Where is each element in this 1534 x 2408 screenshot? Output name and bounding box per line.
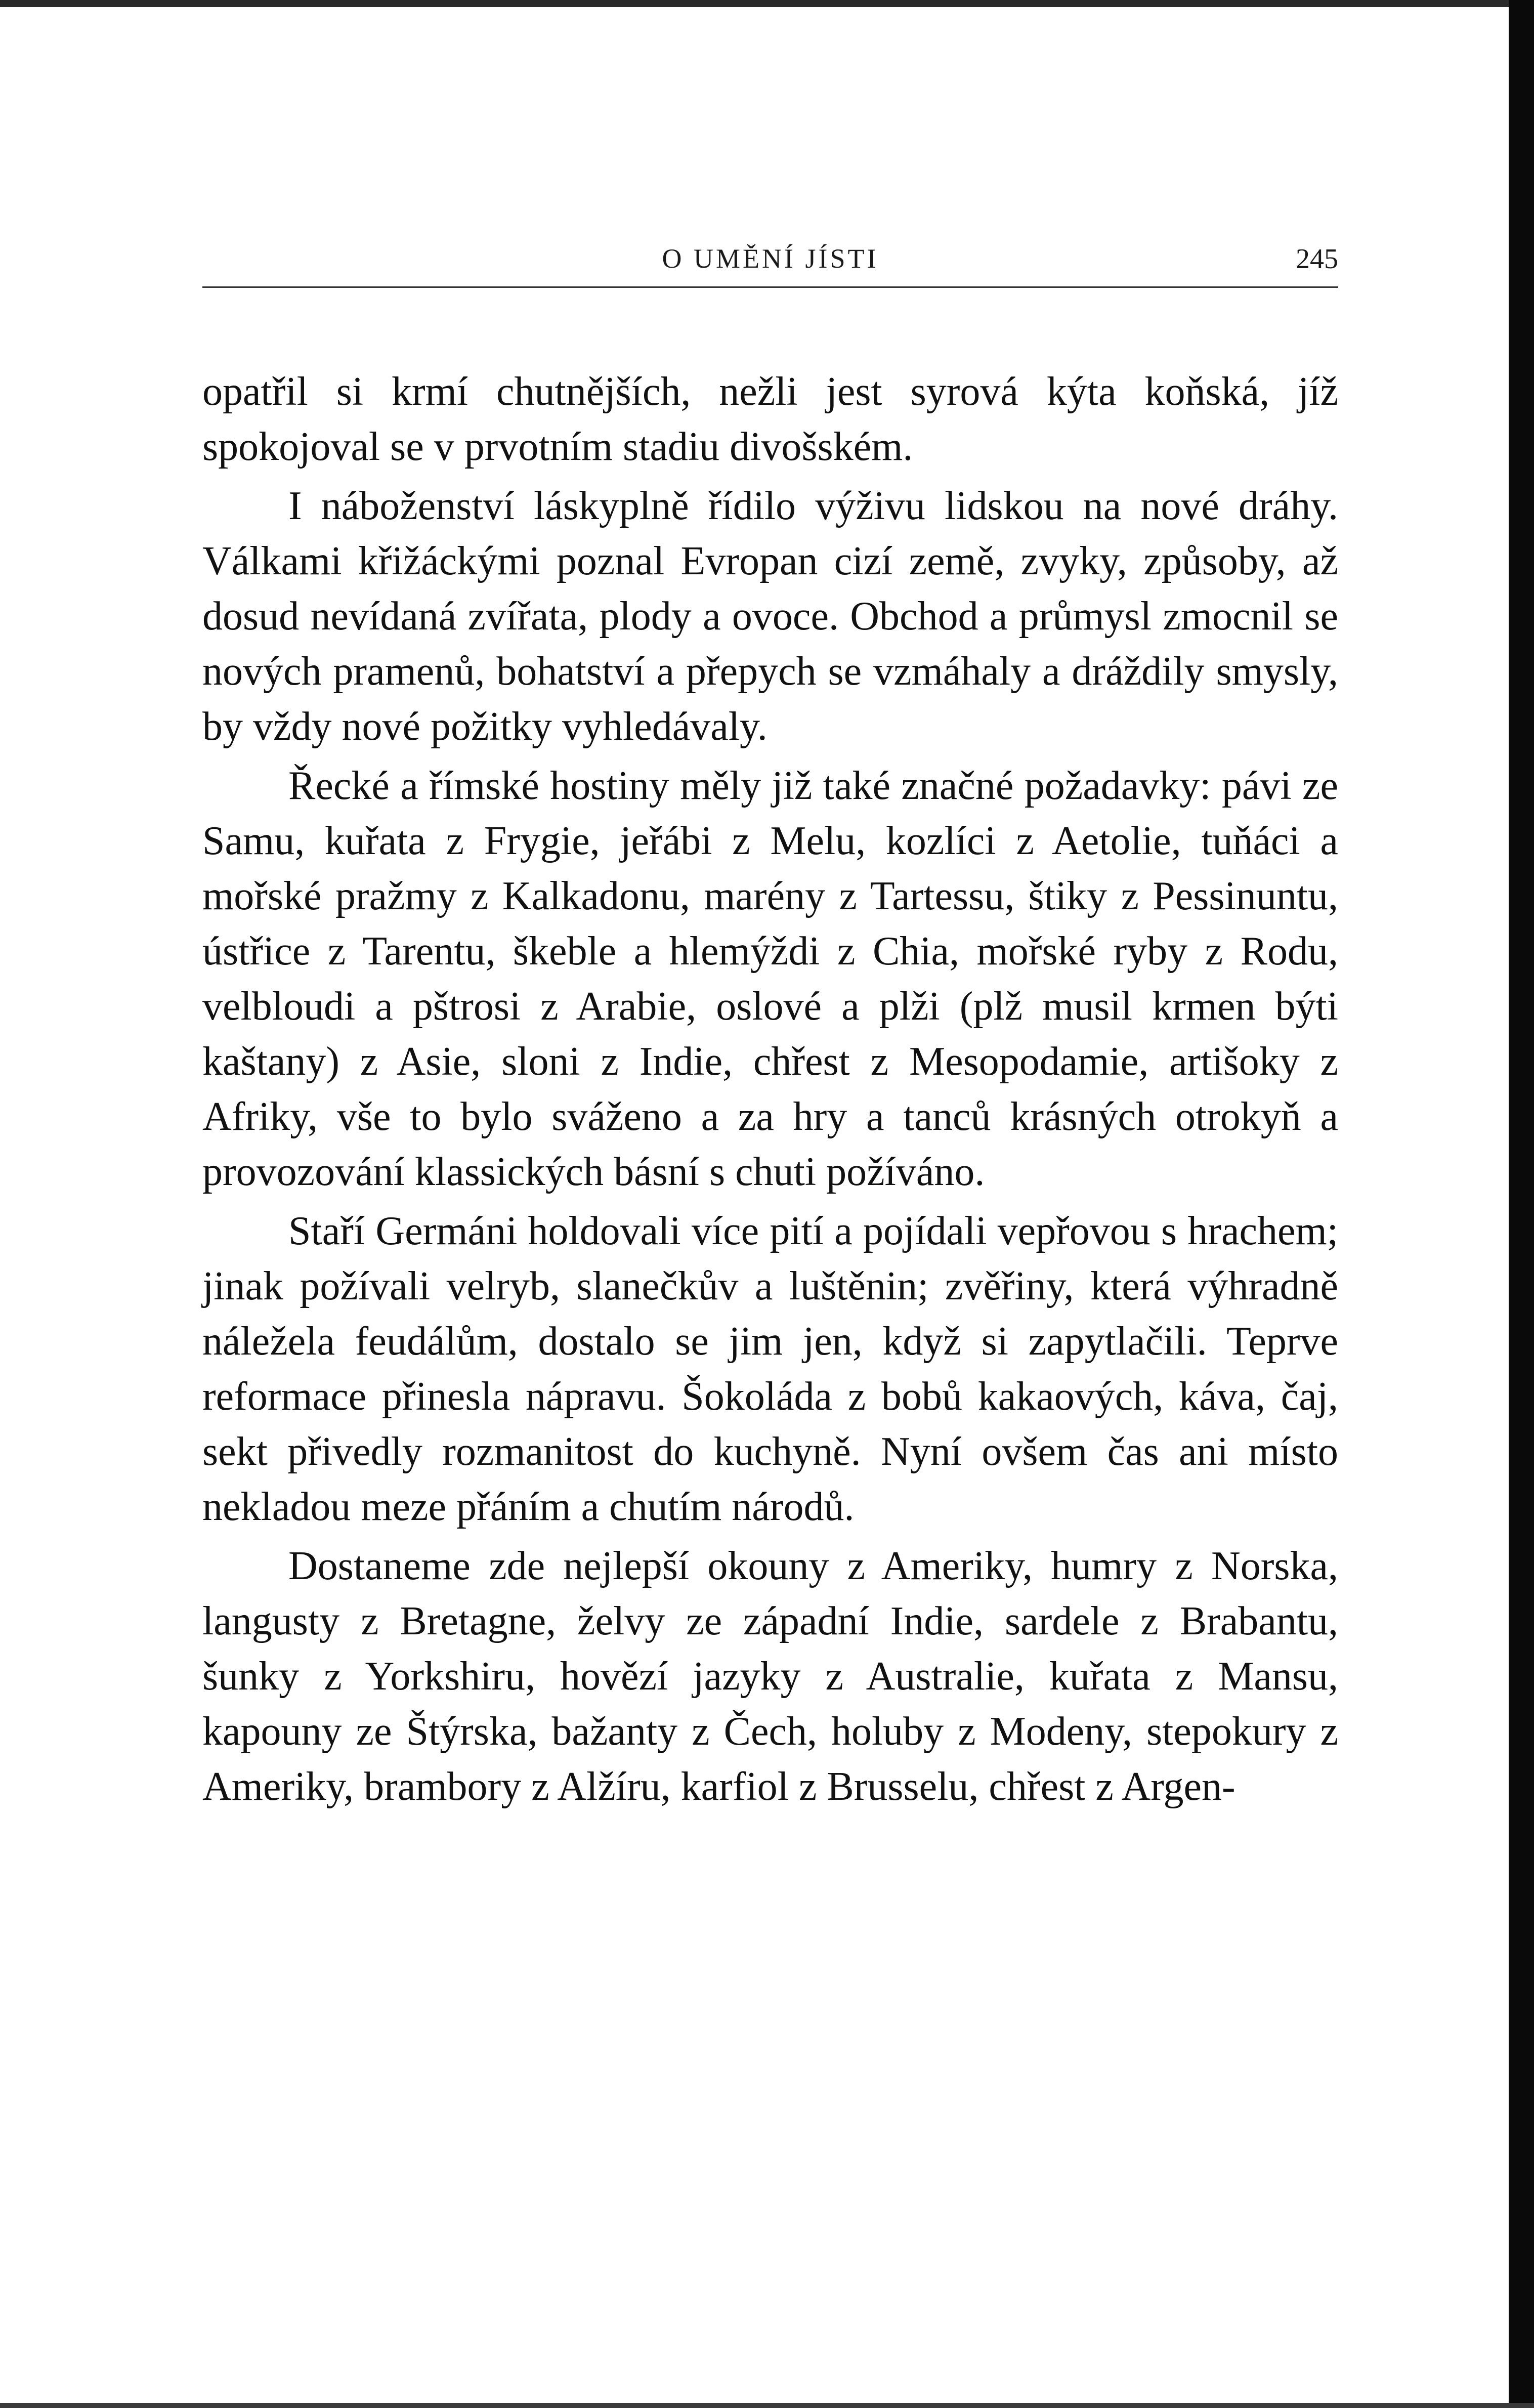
paragraph-crusades: I náboženství láskyplně řídilo výživu lidskou na nové dráhy. Válkami křižáckými poznal Evropan cizí země, zvyky, způsoby, až dosud nevídaná zvířata, plody a ovoce. Obchod a průmysl zmocnil se nových pramenů, bohatství a přepych se vzmáhaly a dráždily smysly, by vždy nové požitky vyhledávaly. — [202, 484, 1338, 749]
paragraph-germanic-diet: Staří Germáni holdovali více pití a pojídali vepřovou s hrachem; jinak požívali velryb, slanečkův a luštěnin; zvěřiny, která výhradně náležela feudálům, dostalo se jim jen, když si zapytlačili. Teprve reformace přinesla nápravu. Šokoláda z bobů kakaových, káva, čaj, sekt přivedly rozmanitost do kuchyně. Nyní ovšem čas ani místo nekladou meze přáním a chutím národů. — [202, 1209, 1338, 1529]
running-title: O UMĚNÍ JÍSTI — [662, 243, 879, 274]
paragraph-greek-roman-feasts: Řecké a římské hostiny měly již také značné požadavky: pávi ze Samu, kuřata z Frygie, jeřábi z Melu, kozlíci z Aetolie, tuňáci a mořské pražmy z Kalkadonu, marény z Tartessu, štiky z Pessinuntu, ústřice z Tarentu, škeble a hlemýždi z Chia, mořské ryby z Rodu, velbloudi a pštrosi z Arabie, oslové a plži (plž musil krmen býti kaštany) z Asie, sloni z Indie, chřest z Mesopodamie, artišoky z Afriky, vše to bylo sváženo a za hry a tanců krásných otrokyň a provozování klassických básní s chuti požíváno. — [202, 764, 1338, 1194]
scan-edge-bottom — [0, 2403, 1534, 2408]
page-header — [202, 243, 1338, 283]
scan-edge-top — [0, 0, 1534, 7]
paragraph-modern-imports: Dostaneme zde nejlepší okouny z Ameriky, humry z Norska, langusty z Bretagne, želvy ze západní Indie, sardele z Brabantu, šunky z Yorkshiru, hovězí jazyky z Australie, kuřata z Mansu, kapouny ze Štýrska, bažanty z Čech, holuby z Modeny, stepokury z Ameriky, brambory z Alžíru, karfiol z Brusselu, chřest z Argen- — [202, 1544, 1338, 1809]
page-number: 245 — [1296, 243, 1338, 275]
header-rule — [202, 286, 1338, 288]
paragraph-continuation: opatřil si krmí chutnějších, nežli jest syrová kýta koňská, jíž spokojoval se v prvotním stadiu divošském. — [202, 369, 1338, 469]
scan-edge-right — [1509, 0, 1534, 2408]
body-text — [202, 364, 1338, 1814]
